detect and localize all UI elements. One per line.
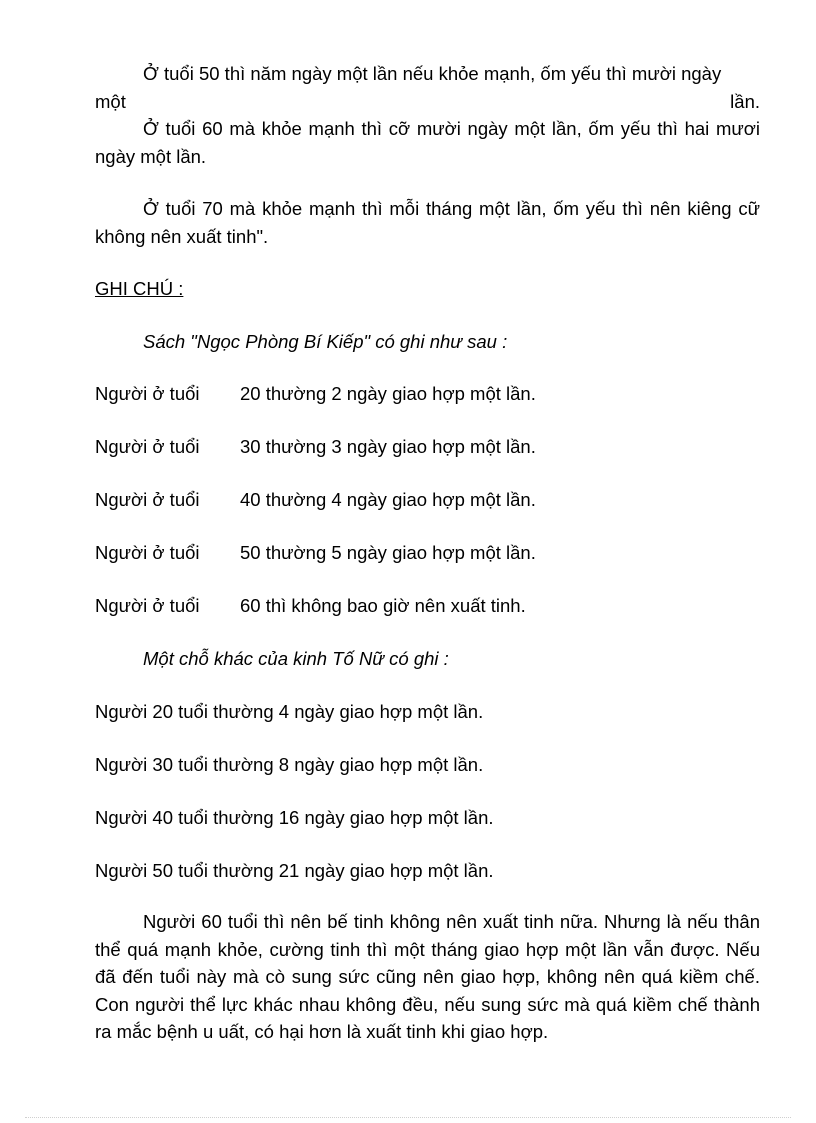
paragraph-age-70: Ở tuổi 70 mà khỏe mạnh thì mỗi tháng một lần, ốm yếu thì nên kiêng cữ không nên xuất tinh". (95, 198, 760, 247)
book1-row (95, 436, 536, 458)
page-bottom-divider (25, 1117, 791, 1118)
paragraph-age-60: Ở tuổi 60 mà khỏe mạnh thì cỡ mười ngày một lần, ốm yếu thì hai mươi ngày một lần. (95, 118, 760, 167)
paragraph-age-50-line1: Ở tuổi 50 thì năm ngày một lần nếu khỏe mạnh, ốm yếu thì mười ngày (143, 63, 722, 84)
book1-row (95, 595, 526, 617)
book2-row: Người 30 tuổi thường 8 ngày giao hợp một lần. (95, 754, 484, 775)
paragraph-age-50-word-right: lần. (730, 90, 760, 112)
book1-row-text: 30 thường 3 ngày giao hợp một lần. (240, 436, 536, 457)
book1-row (95, 489, 536, 511)
book1-row-text: 40 thường 4 ngày giao hợp một lần. (240, 489, 536, 510)
book1-row-label: Người ở tuổi (95, 383, 200, 404)
paragraph-age-50-word-left: một (95, 90, 126, 112)
book2-row: Người 20 tuổi thường 4 ngày giao hợp một lần. (95, 701, 484, 722)
book1-row-text: 50 thường 5 ngày giao hợp một lần. (240, 542, 536, 563)
book1-intro: Sách "Ngọc Phòng Bí Kiếp" có ghi như sau : (143, 331, 508, 352)
book2-intro: Một chỗ khác của kinh Tố Nữ có ghi : (143, 648, 449, 669)
final-paragraph: Người 60 tuổi thì nên bế tinh không nên xuất tinh nữa. Nhưng là nếu thân thể quá mạnh khỏe, cường tinh thì một tháng giao hợp một lần vẫn được. Nếu đã đến tuổi này mà cò sung sức cũng nên giao hợp, không nên quá kiềm chế. Con người thể lực khác nhau không đều, nếu sung sức mà quá kiềm chế thành ra mắc bệnh u uất, có hại hơn là xuất tinh khi giao hợp. (95, 911, 760, 1042)
note-heading: GHI CHÚ : (95, 278, 184, 299)
book1-row-label: Người ở tuổi (95, 436, 200, 457)
book1-row-label: Người ở tuổi (95, 489, 200, 510)
book1-row (95, 542, 536, 564)
paragraph-age-50-line2 (95, 88, 760, 116)
book2-row: Người 50 tuổi thường 21 ngày giao hợp một lần. (95, 860, 494, 881)
book1-row-label: Người ở tuổi (95, 542, 200, 563)
book1-row (95, 383, 536, 405)
book1-row-label: Người ở tuổi (95, 595, 200, 616)
book1-row-text: 60 thì không bao giờ nên xuất tinh. (240, 595, 526, 616)
paragraph-age-50 (95, 60, 760, 115)
book1-row-text: 20 thường 2 ngày giao hợp một lần. (240, 383, 536, 404)
book2-row: Người 40 tuổi thường 16 ngày giao hợp một lần. (95, 807, 494, 828)
